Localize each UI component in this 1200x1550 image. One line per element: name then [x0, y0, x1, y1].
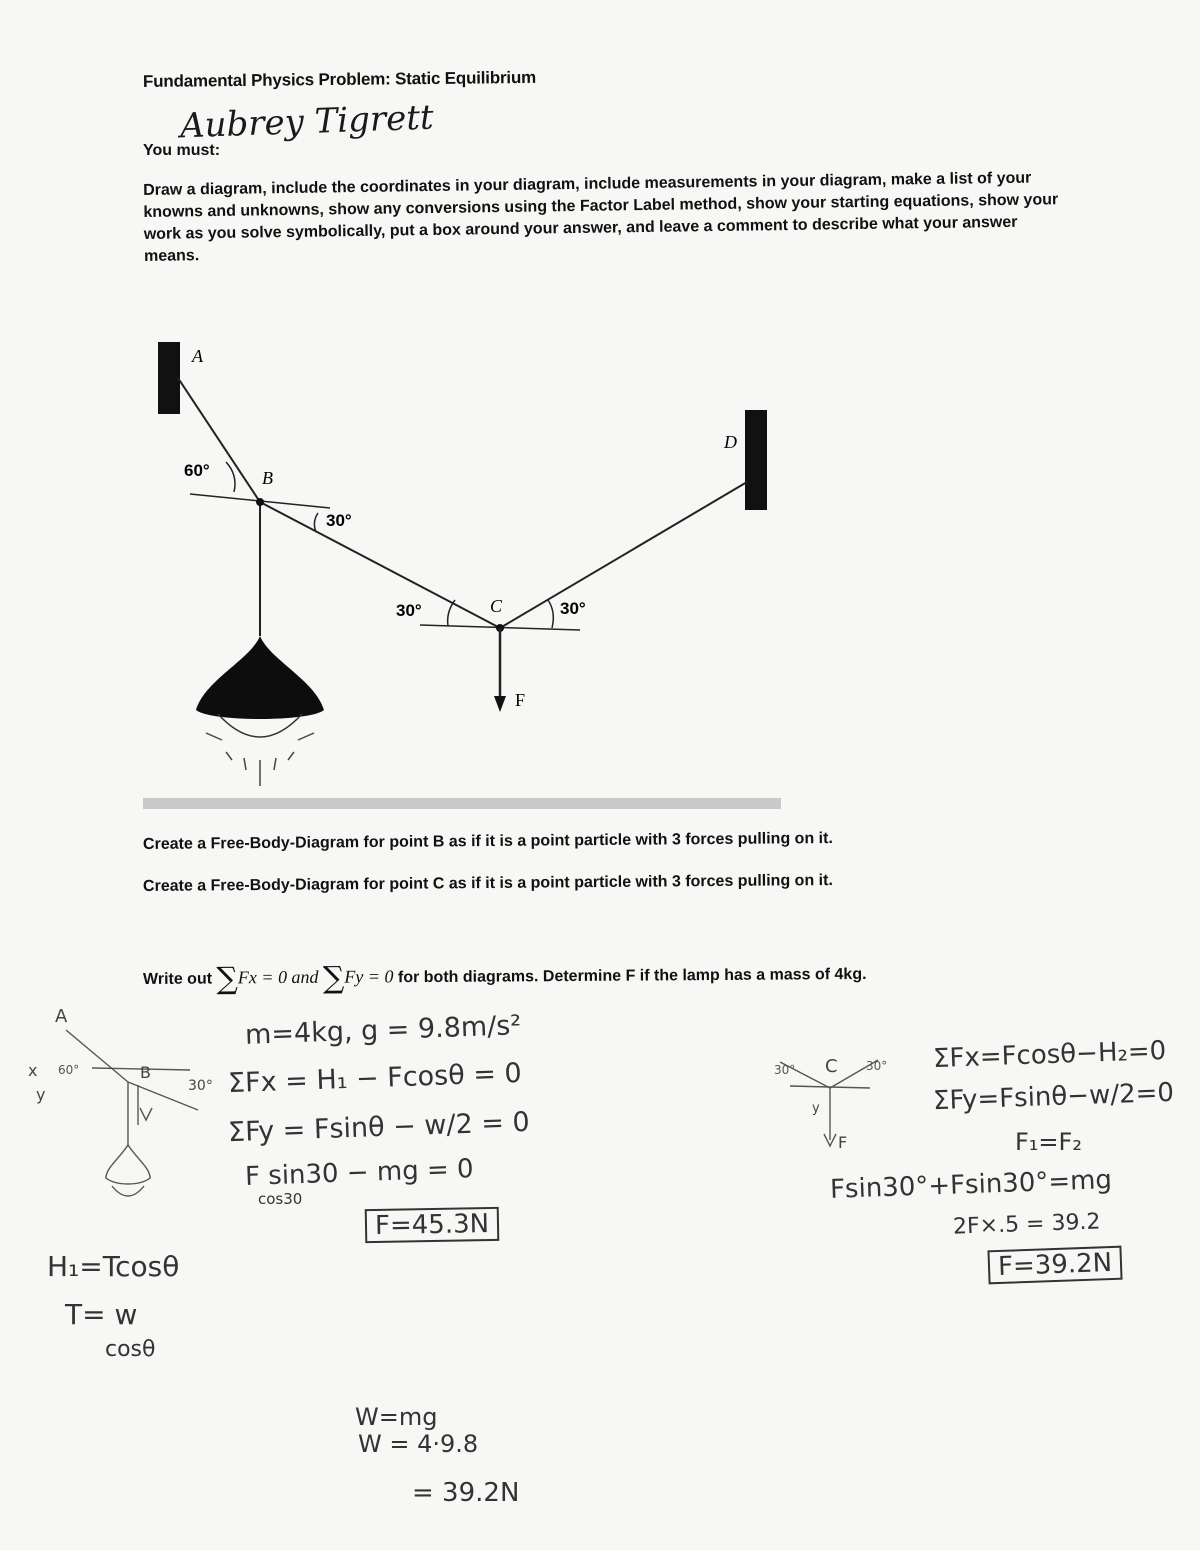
hw-weight-definition: W=mg [355, 1403, 438, 1431]
angle-label-30-c-left: 30° [396, 601, 422, 620]
hw-weight-value: = 39.2N [412, 1478, 520, 1508]
you-must-label: You must: [143, 142, 221, 159]
and-word: and [291, 966, 319, 987]
force-f-arrowhead [494, 696, 506, 712]
angle-arc-60 [226, 462, 235, 492]
hw-answer-boxed-b: F=45.3N [365, 1207, 500, 1243]
sketch-b-angle-30: 30° [188, 1078, 213, 1094]
hw-f-sin-equation: F sin30 − mg = 0 [244, 1154, 475, 1192]
angle-label-30-c-right: 30° [560, 599, 586, 618]
sketch-b-y-label: y [36, 1085, 46, 1104]
cable-bc [260, 502, 500, 628]
sketch-b-a-label: A [55, 1006, 68, 1027]
sketch-c-y-label: y [812, 1101, 820, 1116]
hw-sum-fy-c: ΣFy=Fsinθ−w/2=0 [932, 1077, 1175, 1117]
angle-label-60: 60° [184, 461, 210, 480]
task-fbd-point-b: Create a Free-Body-Diagram for point B as if it is a point particle with 3 forces pulling on it. [142, 829, 833, 853]
wall-a [158, 342, 180, 414]
sketch-c-c-label: C [825, 1056, 838, 1077]
hw-cos30-note: cos30 [258, 1190, 303, 1208]
sketch-fbd-b [66, 1030, 198, 1196]
page-title: Fundamental Physics Problem: Static Equilibrium [142, 67, 537, 91]
angle-label-30-b: 30° [326, 511, 352, 530]
angle-arc-30-b [314, 513, 318, 532]
lamp-icon [196, 636, 324, 786]
sketch-b-b-label: B [140, 1063, 151, 1082]
hw-tension-denominator: cosθ [105, 1337, 156, 1362]
label-c: C [490, 596, 503, 616]
sketch-c-f-label: F [838, 1133, 848, 1152]
cable-ab [178, 378, 260, 502]
sketch-c-angle-right: 30° [866, 1059, 888, 1073]
hw-sum-fx-c: ΣFx=Fcosθ−H₂=0 [932, 1035, 1167, 1075]
sigma-symbol-x: ∑ [216, 961, 239, 997]
label-a: A [192, 346, 203, 366]
sum-fy-equation: Fy = 0 [344, 966, 394, 987]
task-fbd-point-c: Create a Free-Body-Diagram for point C as if it is a point particle with 3 forces pulling on it. [142, 871, 833, 895]
sum-fx-equation: Fx = 0 [237, 966, 288, 988]
cable-cd [500, 482, 747, 628]
hw-two-f: 2F×.5 = 39.2 [952, 1209, 1101, 1240]
write-out-suffix: for both diagrams. Determine F if the lamp has a mass of 4kg. [397, 965, 867, 987]
hw-answer-boxed-c: F=39.2N [987, 1246, 1122, 1285]
student-signature: Aubrey Tigrett [179, 97, 435, 147]
sigma-symbol-y: ∑ [322, 960, 345, 996]
divider-bar [143, 798, 781, 809]
label-b: B [262, 468, 273, 488]
task-write-out [143, 957, 867, 997]
wall-d [745, 410, 767, 510]
point-b [256, 498, 264, 506]
hw-f-sum-c: Fsin30°+Fsin30°=mg [829, 1165, 1113, 1205]
write-out-prefix: Write out [142, 970, 213, 988]
sketch-b-x-label: x [28, 1061, 38, 1080]
sketch-c-angle-left: 30° [774, 1063, 796, 1077]
hw-f-equal: F₁=F₂ [1015, 1128, 1082, 1156]
hw-h1-equation: H₁=Tcosθ [47, 1250, 180, 1283]
label-f: F [515, 690, 526, 710]
angle-arc-30-c-right [548, 600, 553, 628]
hw-weight-substitution: W = 4·9.8 [358, 1430, 479, 1458]
hw-sum-fx-b: ΣFx = H₁ − Fcosθ = 0 [227, 1057, 523, 1100]
label-d: D [724, 432, 737, 452]
instructions-paragraph: Draw a diagram, include the coordinates in your diagram, include measurements in your diagram, make a list of your knowns and unknowns, show any conversions using the Factor Label method, show your starting equations, show your work as you solve symbolically, put a box around your answer, and leave a comment to describe what your answer means. [143, 169, 1059, 265]
hw-given-values: m=4kg, g = 9.8m/s² [244, 1010, 522, 1051]
hw-tension-equation: T= w [65, 1298, 138, 1331]
hw-sum-fy-b: ΣFy = Fsinθ − w/2 = 0 [227, 1106, 531, 1149]
sketch-b-angle-60: 60° [58, 1063, 80, 1077]
